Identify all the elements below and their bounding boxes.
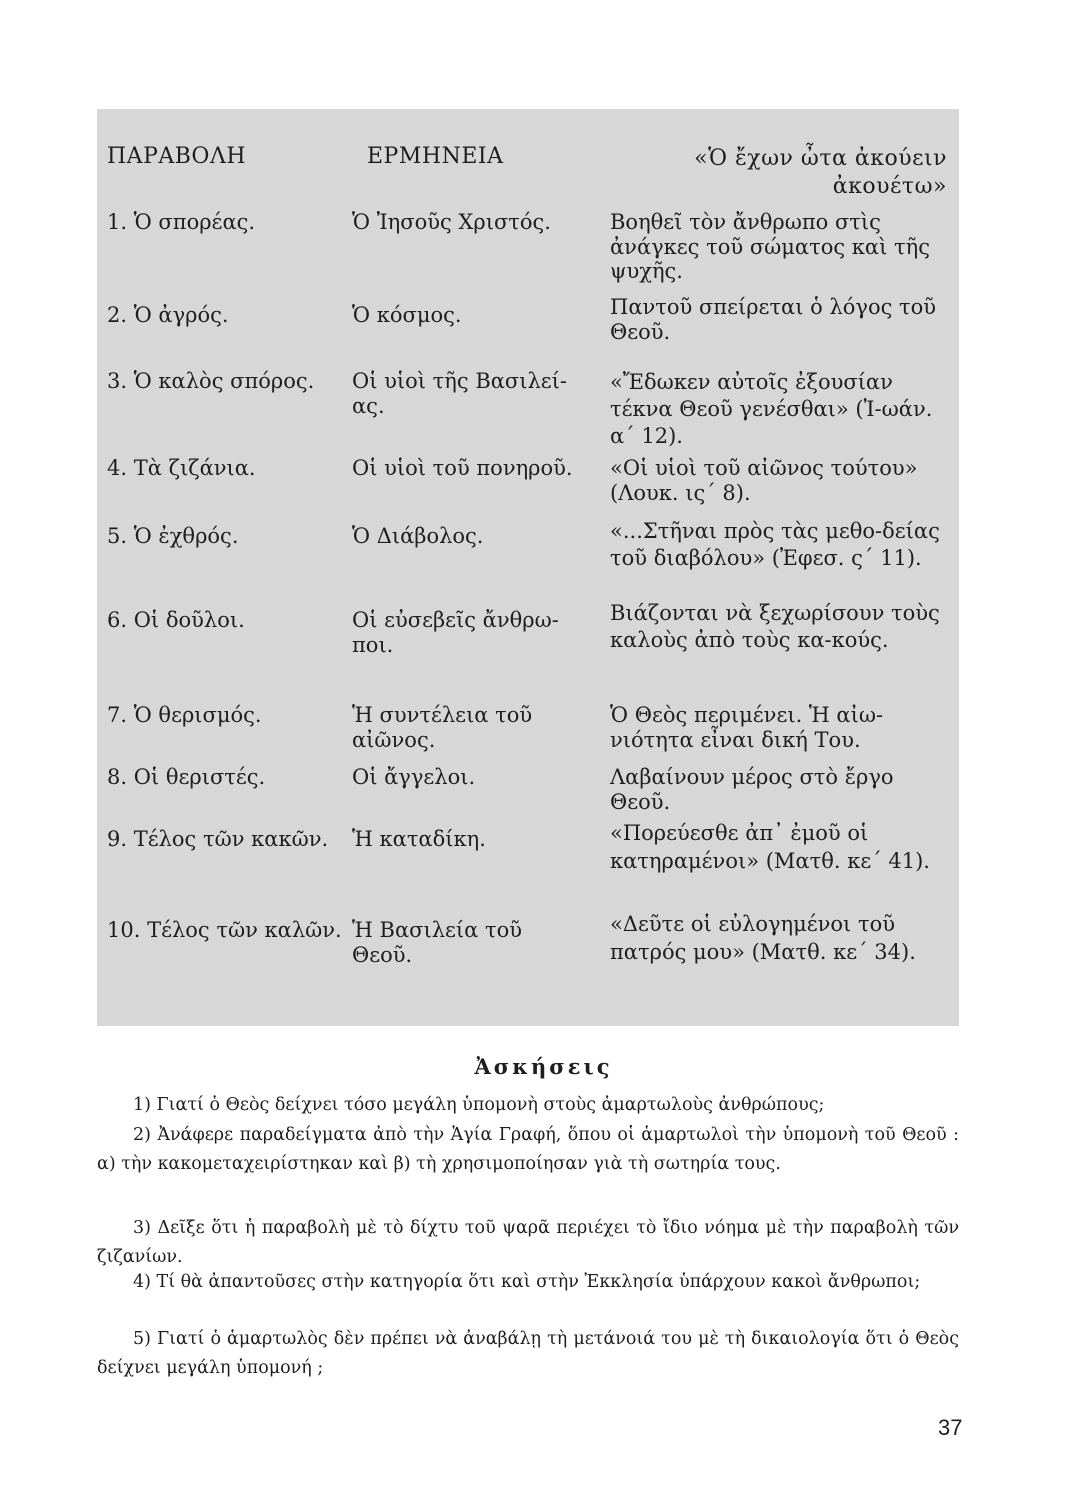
row-5-parable: 5. Ὁ ἐχθρός. xyxy=(107,524,239,548)
header-hearing: «Ὁ ἔχων ὦτα ἀκούειν ἀκουέτω» xyxy=(694,146,947,199)
row-4-application: «Οἱ υἱοὶ τοῦ αἰῶνος τούτου» (Λουκ. ις΄ 8). xyxy=(610,456,918,505)
exercise-1: 1) Γιατί ὁ Θεὸς δείχνει τόσο μεγάλη ὑπομονὴ στοὺς ἁμαρτωλοὺς ἀνθρώπους; xyxy=(133,1095,825,1115)
exercise-3: 3) Δεῖξε ὅτι ἡ παραβολὴ μὲ τὸ δίχτυ τοῦ ψαρᾶ περιέχει τὸ ἴδιο νόημα μὲ τὴν παραβολὴ τῶν ζιζανίων. xyxy=(97,1218,959,1267)
row-10-interpretation: Ἡ Βασιλεία τοῦ Θεοῦ. xyxy=(352,918,522,967)
row-7-application: Ὁ Θεὸς περιμένει. Ἡ αἰω-νιότητα εἶναι δική Του. xyxy=(610,703,884,752)
row-6-parable: 6. Οἱ δοῦλοι. xyxy=(107,608,245,632)
row-7-parable: 7. Ὁ θερισμός. xyxy=(107,703,262,727)
exercise-5: 5) Γιατί ὁ ἁμαρτωλὸς δὲν πρέπει νὰ ἀναβάλῃ τὴ μετάνοιά του μὲ τὴ δικαιολογία ὅτι ὁ Θεὸς δείχνει μεγάλη ὑπομονή ; xyxy=(97,1329,959,1378)
row-10-application: «Δεῦτε οἱ εὐλογημένοι τοῦ πατρός μου» (Ματθ. κε΄ 34). xyxy=(610,912,916,964)
row-4-interpretation: Οἱ υἱοὶ τοῦ πονηροῦ. xyxy=(352,456,573,480)
row-1-interpretation: Ὁ Ἰησοῦς Χριστός. xyxy=(352,210,551,234)
row-9-interpretation: Ἡ καταδίκη. xyxy=(352,827,486,851)
row-1-application: Βοηθεῖ τὸν ἄνθρωπο στὶς ἀνάγκες τοῦ σώματος καὶ τῆς ψυχῆς. xyxy=(610,210,930,283)
row-8-parable: 8. Οἱ θεριστές. xyxy=(107,765,266,789)
row-5-interpretation: Ὁ Διάβολος. xyxy=(352,524,484,548)
exercise-4: 4) Τί θὰ ἀπαντοῦσες στὴν κατηγορία ὅτι καὶ στὴν Ἐκκλησία ὑπάρχουν κακοὶ ἄνθρωποι; xyxy=(133,1272,921,1292)
exercise-2: 2) Ἀνάφερε παραδείγματα ἀπὸ τὴν Ἁγία Γραφή, ὅπου οἱ ἁμαρτωλοὶ τὴν ὑπομονὴ τοῦ Θεοῦ : α) τὴν κακομεταχειρίστηκαν καὶ β) τὴ χρησιμοποίησαν γιὰ τὴ σωτηρία τους. xyxy=(97,1125,959,1174)
row-9-application: «Πορεύεσθε ἀπ᾽ ἐμοῦ οἱ κατηραμένοι» (Ματθ. κε΄ 41). xyxy=(610,821,930,873)
header-parable: ΠΑΡΑΒΟΛΗ xyxy=(107,144,247,169)
row-6-application: Βιάζονται νὰ ξεχωρίσουν τοὺς καλοὺς ἀπὸ τοὺς κα-κούς. xyxy=(610,601,940,652)
row-3-interpretation: Οἱ υἱοὶ τῆς Βασιλεί- ας. xyxy=(352,369,568,418)
row-8-interpretation: Οἱ ἄγγελοι. xyxy=(352,765,476,789)
row-2-application: Παντοῦ σπείρεται ὁ λόγος τοῦ Θεοῦ. xyxy=(610,295,937,344)
row-1-parable: 1. Ὁ σπορέας. xyxy=(107,210,256,234)
row-3-application: «Ἔδωκεν αὐτοῖς ἐξουσίαν τέκνα Θεοῦ γενέσθαι» (Ἰ-ωάν. α΄ 12). xyxy=(610,370,933,448)
row-9-parable: 9. Τέλος τῶν κακῶν. xyxy=(107,827,329,851)
exercises-title: Ἀσκήσεις xyxy=(474,1054,613,1079)
row-3-parable: 3. Ὁ καλὸς σπόρος. xyxy=(107,369,315,393)
row-4-parable: 4. Τὰ ζιζάνια. xyxy=(107,456,256,480)
parable-table xyxy=(97,109,959,1026)
row-7-interpretation: Ἡ συντέλεια τοῦ αἰῶνος. xyxy=(352,703,533,752)
page-number: 37 xyxy=(938,1415,963,1440)
row-2-parable: 2. Ὁ ἀγρός. xyxy=(107,303,229,327)
row-10-parable: 10. Τέλος τῶν καλῶν. xyxy=(107,918,342,942)
header-interpretation: ΕΡΜΗΝΕΙΑ xyxy=(367,144,504,169)
row-2-interpretation: Ὁ κόσμος. xyxy=(352,303,462,327)
row-5-application: «...Στῆναι πρὸς τὰς μεθο-δείας τοῦ διαβόλου» (Ἐφεσ. ς΄ 11). xyxy=(610,519,940,570)
row-8-application: Λαβαίνουν μέρος στὸ ἔργο Θεοῦ. xyxy=(610,765,894,814)
row-6-interpretation: Οἱ εὐσεβεῖς ἄνθρω- ποι. xyxy=(352,608,559,657)
